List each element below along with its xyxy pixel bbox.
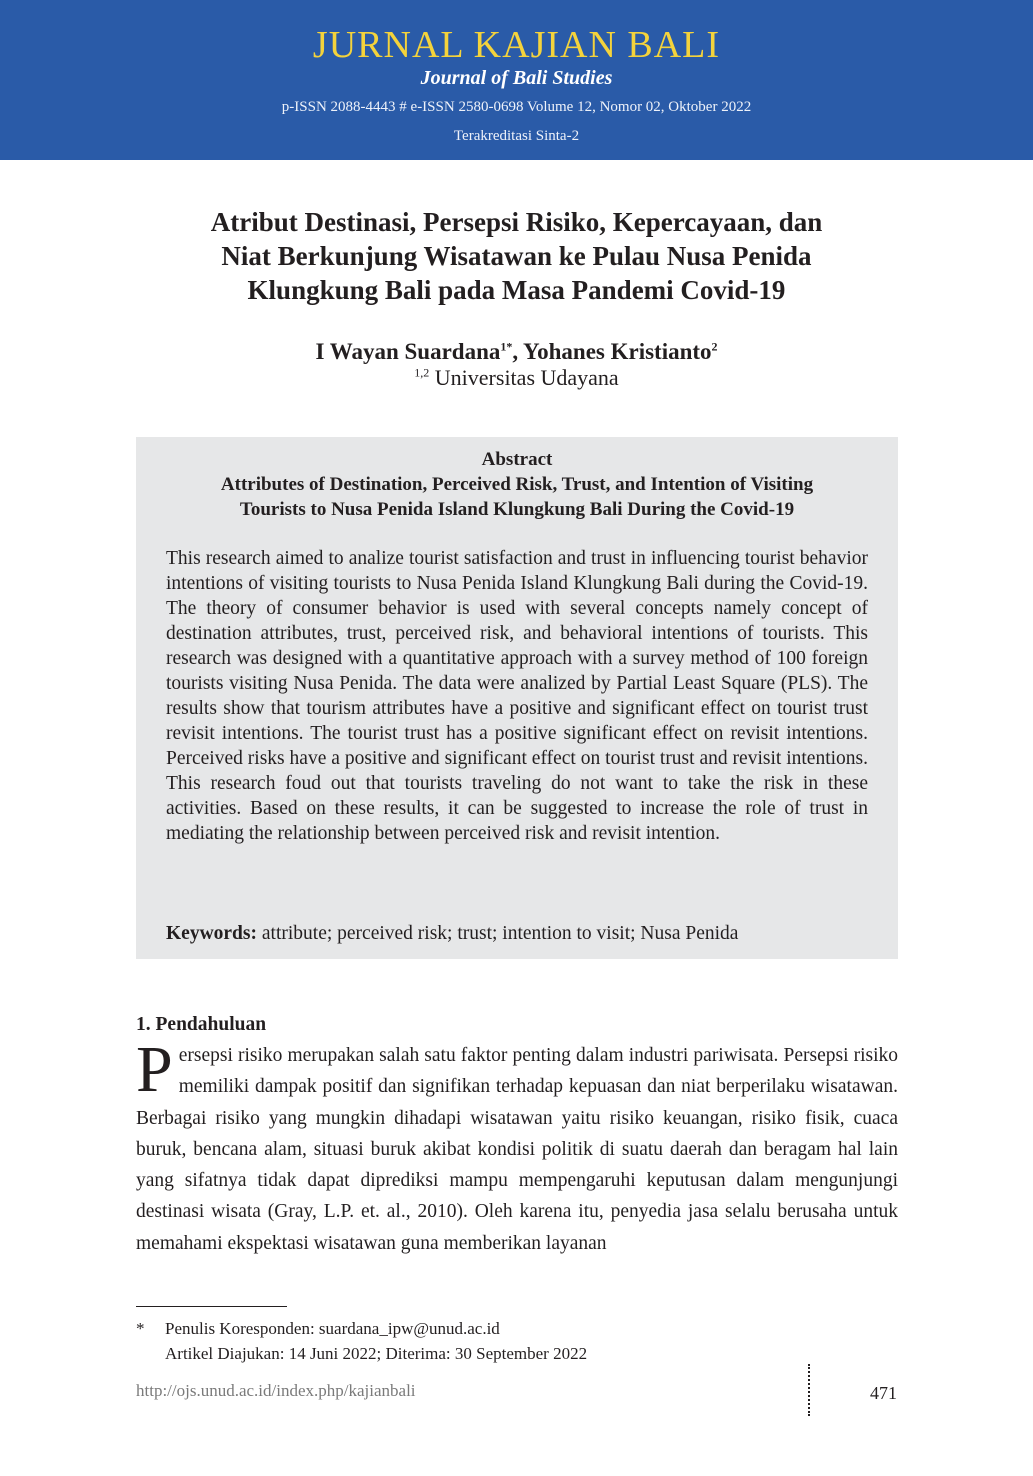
article-title-line: Atribut Destinasi, Persepsi Risiko, Kepercayaan, dan (210, 207, 823, 237)
accreditation: Terakreditasi Sinta-2 (453, 128, 580, 144)
keywords (166, 921, 868, 946)
section-heading: 1. Pendahuluan (136, 1014, 267, 1035)
affiliation-mark: 1,2 (414, 365, 430, 380)
keywords-label: Keywords: (166, 923, 257, 944)
body-paragraph-text: ersepsi risiko merupakan salah satu faktor penting dalam industri pariwisata. Persepsi risiko memiliki dampak positif dan signifikan terhadap kepuasan dan niat berperilaku wisatawan. Berbagai risiko yang mungkin dihadapi wisatawan yaitu risiko keuangan, risiko fisik, cuaca buruk, bencana alam, situasi buruk akibat kondisi politik di suatu daerah dan beragam hal lain yang sifatnya tidak dapat diprediksi mampu mempengaruhi keputusan dalam mengunjungi destinasi wisata (Gray, L.P. et. al., 2010). Oleh karena itu, penyedia jasa selalu berusaha untuk memahami ekspektasi wisatawan guna memberikan layanan (136, 1045, 898, 1254)
footnote-text (165, 1316, 865, 1366)
drop-cap: P (136, 1033, 173, 1106)
abstract-english-title-line: Tourists to Nusa Penida Island Klungkung Bali During the Covid-19 (239, 499, 795, 520)
author-affiliation-mark: 2 (711, 339, 718, 354)
footer-url-link[interactable]: http://ojs.unud.ac.id/index.php/kajianbali (136, 1381, 416, 1400)
footnote-line-dates: Artikel Diajukan: 14 Juni 2022; Diterima: 30 September 2022 (165, 1344, 588, 1363)
author-affiliation-mark: 1* (500, 339, 513, 354)
abstract-english-title-line: Attributes of Destination, Perceived Risk, Trust, and Intention of Visiting (220, 474, 814, 495)
article-title (120, 205, 913, 307)
author-name: I Wayan Suardana (315, 339, 501, 364)
abstract-text: This research aimed to analize tourist satisfaction and trust in influencing tourist behavior intentions of visiting tourists to Nusa Penida Island Klungkung Bali during the Covid-19. The theory of consumer behavior is used with several concepts namely concept of destination attributes, trust, perceived risk, and behavioral intentions of tourists. This research was designed with a quantitative approach with a survey method of 100 foreign tourists visiting Nusa Penida. The data were analized by Partial Least Square (PLS). The results show that tourism attributes have a positive and significant effect on tourist trust revisit intentions. The tourist trust has a positive significant effect on revisit intentions. Perceived risks have a positive and significant effect on tourist trust and revisit intentions. This research foud out that tourists traveling do not want to take the risk in these activities. Based on these results, it can be suggested to increase the role of trust in mediating the relationship between perceived risk and revisit intention. (166, 548, 868, 844)
abstract-box (136, 437, 898, 959)
abstract-english-title (156, 472, 878, 522)
journal-header-banner (0, 0, 1033, 160)
footnote-mark: * (136, 1319, 145, 1338)
journal-subtitle: Journal of Bali Studies (420, 67, 613, 89)
article-title-line: Niat Berkunjung Wisatawan ke Pulau Nusa Penida (221, 241, 812, 271)
author-separator: , (512, 339, 524, 364)
page-number: 471 (870, 1383, 897, 1403)
body-paragraph (136, 1033, 898, 1259)
footnote-line-corresponding: Penulis Koresponden: suardana_ipw@unud.ac.id (165, 1319, 500, 1338)
journal-title: JURNAL KAJIAN BALI (312, 24, 721, 66)
affiliation (0, 364, 1033, 392)
affiliation-name: Universitas Udayana (429, 365, 619, 390)
author-name: Yohanes Kristianto (523, 339, 712, 364)
keywords-list: attribute; perceived risk; trust; intention to visit; Nusa Penida (257, 923, 739, 944)
authors (0, 338, 1033, 366)
issn-line: p-ISSN 2088-4443 # e-ISSN 2580-0698 Volume 12, Nomor 02, Oktober 2022 (281, 99, 752, 115)
abstract-heading: Abstract (481, 449, 553, 470)
article-title-line: Klungkung Bali pada Masa Pandemi Covid-19 (247, 275, 786, 305)
footer-dotted-divider (808, 1364, 810, 1416)
footnote-rule (136, 1306, 287, 1307)
